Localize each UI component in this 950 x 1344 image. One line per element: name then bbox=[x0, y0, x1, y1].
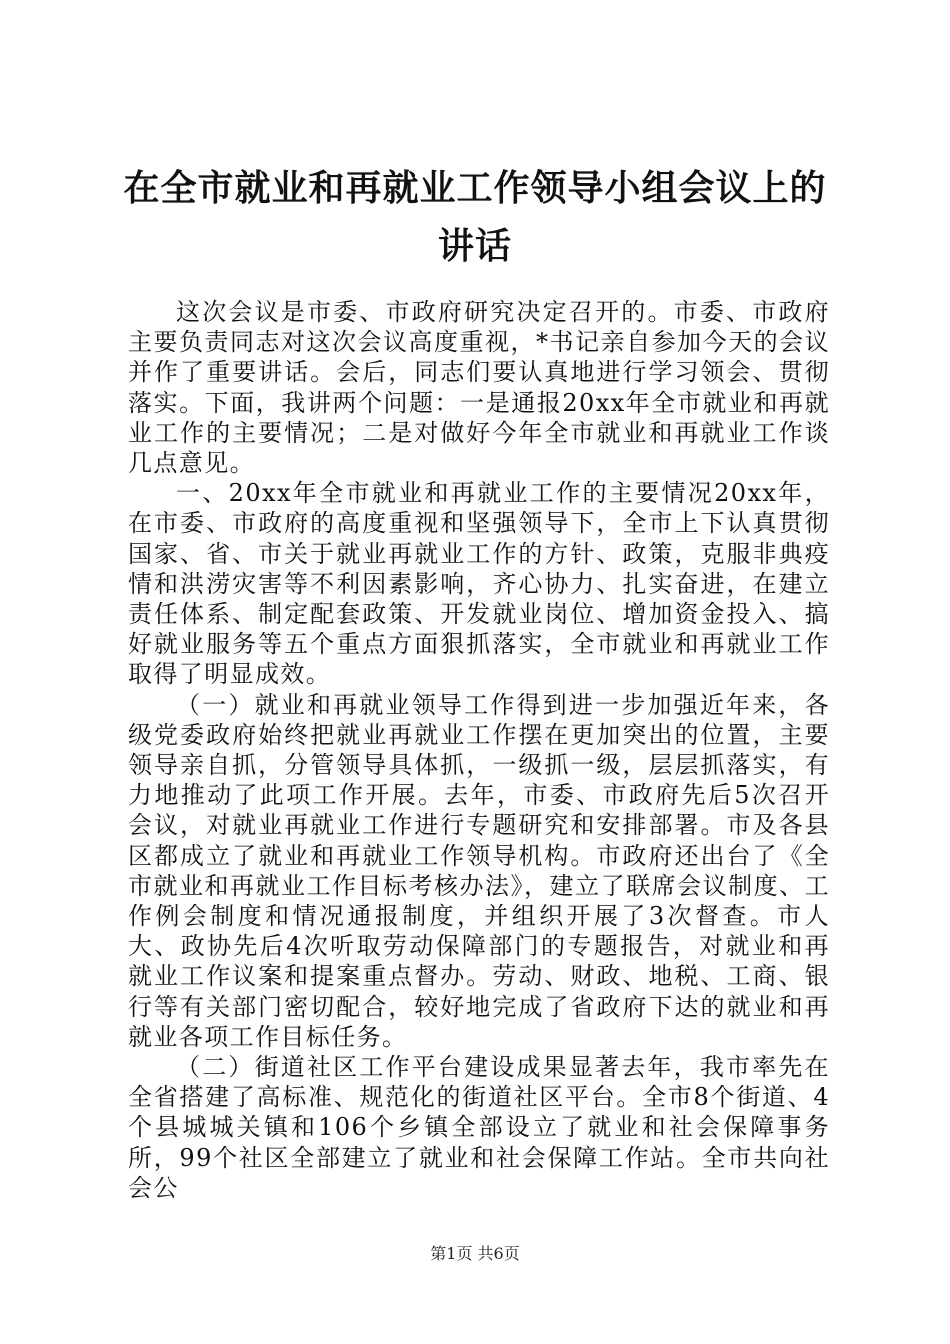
paragraph-subsection-two: （二）街道社区工作平台建设成果显著去年，我市率先在全省搭建了高标准、规范化的街道社区平台。全市8个街道、4个县城城关镇和106个乡镇全部设立了就业和社会保障事务所，99个社区全部建立了就业和社会保障工作站。全市共向社会公 bbox=[128, 1053, 830, 1202]
paragraph-section-one: 一、20xx年全市就业和再就业工作的主要情况20xx年，在市委、市政府的高度重视和坚强领导下，全市上下认真贯彻国家、省、市关于就业再就业工作的方针、政策，克服非典疫情和洪涝灾害等不利因素影响，齐心协力、扎实奋进，在建立责任体系、制定配套政策、开发就业岗位、增加资金投入、搞好就业服务等五个重点方面狠抓落实，全市就业和再就业工作取得了明显成效。 bbox=[128, 479, 830, 689]
document-body bbox=[128, 297, 830, 1203]
paragraph-intro: 这次会议是市委、市政府研究决定召开的。市委、市政府主要负责同志对这次会议高度重视，*书记亲自参加今天的会议并作了重要讲话。会后，同志们要认真地进行学习领会、贯彻落实。下面，我讲两个问题：一是通报20xx年全市就业和再就业工作的主要情况；二是对做好今年全市就业和再就业工作谈几点意见。 bbox=[128, 298, 830, 478]
paragraph-subsection-one: （一）就业和再就业领导工作得到进一步加强近年来，各级党委政府始终把就业再就业工作摆在更加突出的位置，主要领导亲自抓，分管领导具体抓，一级抓一级，层层抓落实，有力地推动了此项工作开展。去年，市委、市政府先后5次召开会议，对就业再就业工作进行专题研究和安排部署。市及各县区都成立了就业和再就业工作领导机构。市政府还出台了《全市就业和再就业工作目标考核办法》，建立了联席会议制度、工作例会制度和情况通报制度，并组织开展了3次督查。市人大、政协先后4次听取劳动保障部门的专题报告，对就业和再就业工作议案和提案重点督办。劳动、财政、地税、工商、银行等有关部门密切配合，较好地完成了省政府下达的就业和再就业各项工作目标任务。 bbox=[128, 690, 830, 1051]
page-number-footer: 第1页 共6页 bbox=[430, 1244, 520, 1263]
document-title: 在全市就业和再就业工作领导小组会议上的讲话 bbox=[123, 168, 827, 267]
